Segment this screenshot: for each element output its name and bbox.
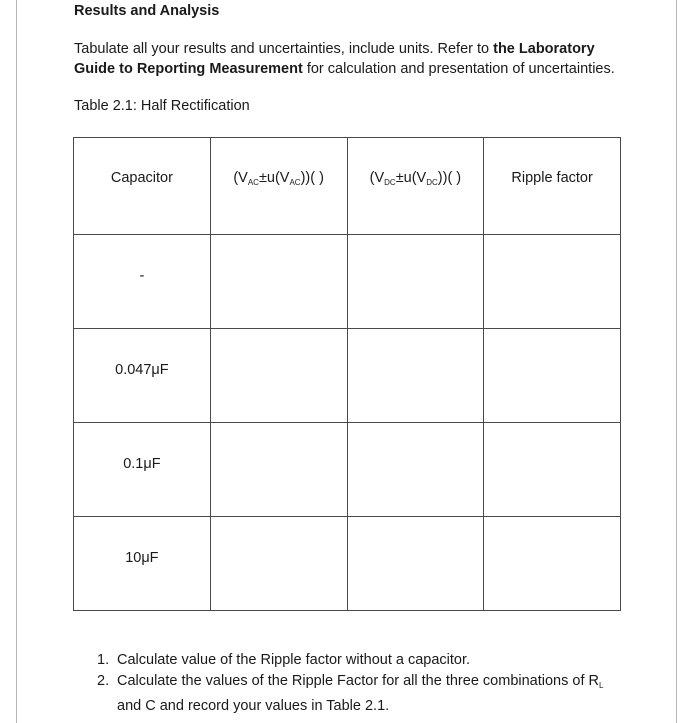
- list-item-text: Calculate the values of the Ripple Factor for all the three combinations of $R_L$ and C and record your values in Table 2.1.: [117, 672, 604, 714]
- ripple-cell[interactable]: [484, 329, 621, 423]
- intro-paragraph: [74, 40, 634, 79]
- intro-text-2: for calculation and presentation of uncertainties.: [302, 60, 615, 77]
- capacitor-cell: -: [74, 235, 211, 329]
- table-row: [74, 517, 621, 611]
- vdc-cell[interactable]: [347, 235, 484, 329]
- list-item-text: Calculate value of the Ripple factor without a capacitor.: [117, 652, 471, 668]
- table-row: [74, 329, 621, 423]
- vdc-cell[interactable]: [347, 329, 484, 423]
- list-item: 2. Calculate the values of the Ripple Factor for all the three combinations of $R_L$ and C and record your values in Table 2.1.: [97, 671, 637, 717]
- vac-cell[interactable]: [210, 329, 347, 423]
- capacitor-cell: 0.047μF: [74, 329, 211, 423]
- table-row: [74, 235, 621, 329]
- instruction-list: [97, 650, 637, 717]
- header-ripple-factor: Ripple factor: [484, 138, 621, 235]
- vdc-cell[interactable]: [347, 423, 484, 517]
- vac-cell[interactable]: [210, 235, 347, 329]
- table-caption: Table 2.1: Half Rectification: [74, 98, 250, 114]
- header-vac: $(V_{AC}\pm u(V_{AC}))$( ): [210, 138, 347, 235]
- vdc-cell[interactable]: [347, 517, 484, 611]
- capacitor-cell: 0.1μF: [74, 423, 211, 517]
- ripple-cell[interactable]: [484, 235, 621, 329]
- page-border-left: [16, 0, 17, 723]
- header-vdc: $(V_{DC}\pm u(V_{DC}))$( ): [347, 138, 484, 235]
- table-row: [74, 423, 621, 517]
- ripple-cell[interactable]: [484, 423, 621, 517]
- vac-cell[interactable]: [210, 517, 347, 611]
- capacitor-cell: 10μF: [74, 517, 211, 611]
- table-header-row: [74, 138, 621, 235]
- ripple-cell[interactable]: [484, 517, 621, 611]
- results-table: [73, 137, 621, 611]
- page-border-right: [676, 0, 677, 723]
- lab-guide-reference: the Laboratory Guide to Reporting Measurement: [74, 41, 595, 77]
- header-capacitor: Capacitor: [74, 138, 211, 235]
- section-heading: Results and Analysis: [74, 3, 220, 19]
- vac-cell[interactable]: [210, 423, 347, 517]
- list-item: 1. Calculate value of the Ripple factor without a capacitor.: [97, 650, 637, 671]
- intro-text-1: Tabulate all your results and uncertainties, include units. Refer to: [74, 41, 494, 57]
